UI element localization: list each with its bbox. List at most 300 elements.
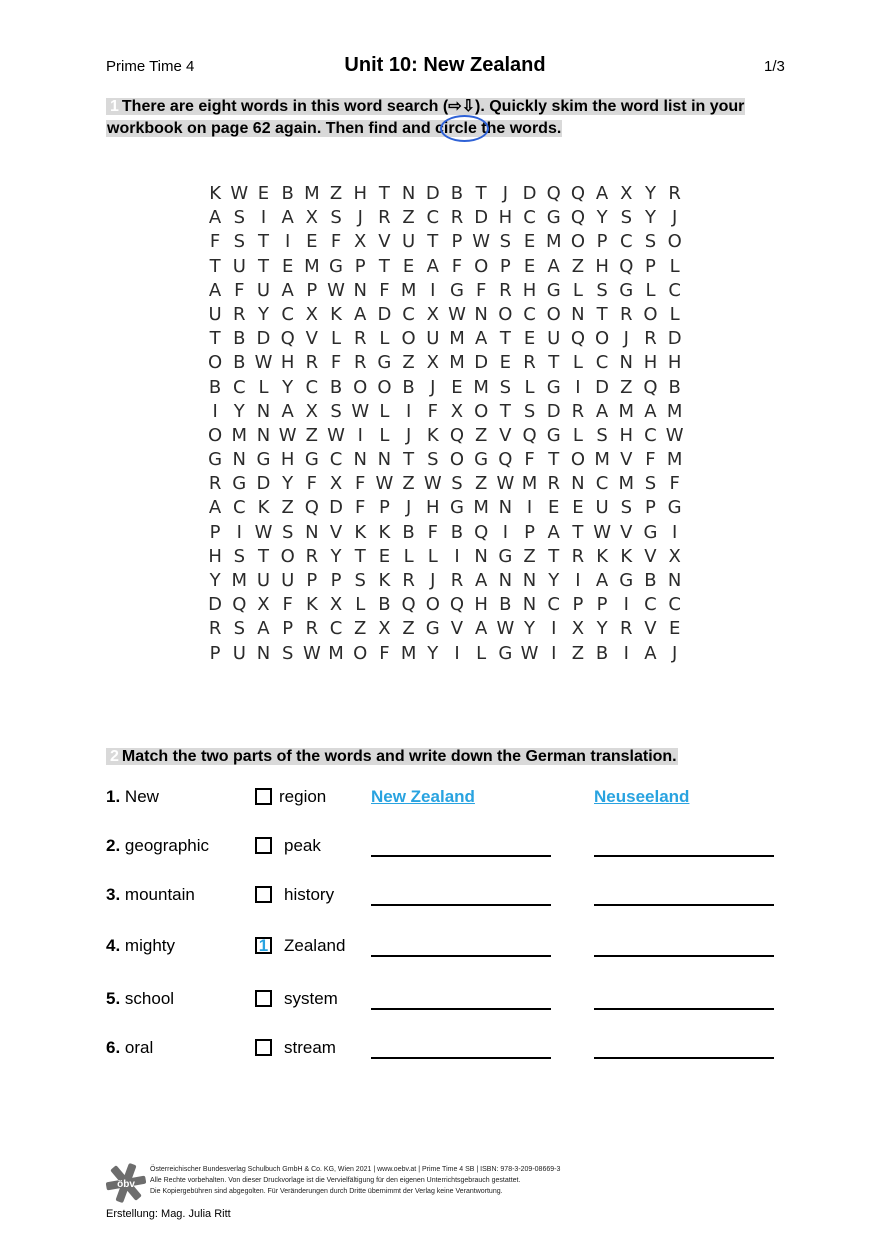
grid-letter[interactable]: T: [378, 183, 390, 204]
grid-letter[interactable]: Z: [402, 618, 415, 640]
grid-letter[interactable]: S: [233, 207, 245, 229]
grid-letter[interactable]: G: [498, 545, 513, 567]
grid-letter[interactable]: E: [523, 255, 536, 277]
grid-letter[interactable]: J: [672, 207, 678, 229]
grid-letter[interactable]: E: [281, 255, 294, 277]
grid-letter[interactable]: X: [329, 473, 343, 495]
grid-letter[interactable]: N: [474, 545, 488, 567]
grid-letter[interactable]: Y: [644, 207, 656, 229]
grid-letter[interactable]: A: [474, 570, 488, 591]
grid-letter[interactable]: C: [329, 618, 343, 640]
grid-letter[interactable]: H: [619, 424, 634, 446]
grid-letter[interactable]: Z: [281, 497, 294, 519]
grid-letter[interactable]: S: [233, 545, 245, 567]
grid-letter[interactable]: F: [355, 497, 366, 519]
grid-letter[interactable]: G: [232, 473, 247, 495]
grid-letter[interactable]: Y: [596, 618, 608, 640]
grid-letter[interactable]: X: [305, 303, 319, 325]
match-checkbox[interactable]: [255, 886, 272, 903]
grid-letter[interactable]: M: [328, 642, 344, 664]
grid-letter[interactable]: I: [623, 594, 629, 616]
grid-letter[interactable]: D: [256, 328, 271, 350]
grid-letter[interactable]: B: [281, 183, 294, 204]
grid-letter[interactable]: F: [306, 473, 318, 495]
grid-letter[interactable]: F: [427, 521, 438, 543]
grid-letter[interactable]: R: [402, 570, 415, 591]
grid-letter[interactable]: E: [499, 352, 512, 374]
grid-letter[interactable]: E: [668, 618, 681, 640]
grid-letter[interactable]: Z: [571, 642, 585, 664]
grid-letter[interactable]: D: [595, 376, 610, 398]
grid-letter[interactable]: B: [329, 376, 343, 398]
word-search-grid[interactable]: [203, 182, 687, 666]
grid-letter[interactable]: F: [355, 473, 366, 495]
grid-letter[interactable]: D: [522, 183, 537, 204]
grid-letter[interactable]: T: [257, 231, 269, 253]
grid-letter[interactable]: T: [596, 303, 608, 325]
grid-letter[interactable]: Y: [644, 183, 656, 204]
grid-letter[interactable]: O: [353, 376, 368, 398]
grid-letter[interactable]: C: [232, 376, 246, 398]
grid-letter[interactable]: L: [572, 352, 583, 374]
grid-letter[interactable]: X: [426, 303, 439, 325]
grid-letter[interactable]: S: [330, 400, 342, 422]
grid-letter[interactable]: M: [666, 400, 683, 422]
grid-letter[interactable]: E: [378, 545, 391, 567]
grid-letter[interactable]: P: [596, 594, 608, 616]
grid-letter[interactable]: P: [645, 497, 656, 519]
grid-letter[interactable]: V: [378, 231, 391, 253]
grid-letter[interactable]: Z: [620, 376, 633, 398]
german-answer-line[interactable]: [594, 955, 774, 957]
grid-letter[interactable]: R: [620, 618, 633, 640]
grid-letter[interactable]: B: [644, 570, 657, 591]
grid-letter[interactable]: L: [379, 424, 390, 446]
grid-letter[interactable]: T: [475, 183, 487, 204]
grid-letter[interactable]: Y: [233, 400, 245, 422]
grid-letter[interactable]: B: [450, 183, 464, 204]
grid-letter[interactable]: W: [496, 618, 515, 640]
grid-letter[interactable]: V: [644, 618, 657, 640]
grid-letter[interactable]: C: [329, 449, 343, 471]
grid-letter[interactable]: M: [400, 642, 417, 664]
grid-letter[interactable]: I: [357, 424, 363, 446]
grid-letter[interactable]: G: [304, 449, 319, 471]
grid-letter[interactable]: G: [425, 618, 440, 640]
grid-letter[interactable]: Q: [232, 594, 247, 616]
grid-letter[interactable]: M: [449, 328, 465, 350]
grid-letter[interactable]: C: [305, 376, 319, 398]
grid-letter[interactable]: T: [548, 449, 560, 471]
grid-letter[interactable]: B: [595, 642, 609, 664]
grid-letter[interactable]: X: [426, 352, 439, 374]
grid-letter[interactable]: I: [454, 545, 460, 567]
grid-letter[interactable]: A: [547, 521, 560, 543]
grid-letter[interactable]: I: [430, 279, 436, 301]
grid-letter[interactable]: U: [256, 570, 271, 591]
grid-letter[interactable]: C: [523, 303, 536, 325]
grid-letter[interactable]: F: [669, 473, 680, 495]
grid-letter[interactable]: F: [475, 279, 487, 301]
grid-letter[interactable]: L: [355, 594, 366, 616]
grid-letter[interactable]: W: [375, 473, 394, 495]
grid-letter[interactable]: L: [524, 376, 535, 398]
grid-letter[interactable]: S: [644, 231, 657, 253]
grid-letter[interactable]: H: [667, 352, 682, 374]
grid-letter[interactable]: I: [551, 642, 557, 664]
grid-letter[interactable]: B: [233, 352, 246, 374]
grid-letter[interactable]: R: [208, 618, 222, 640]
grid-letter[interactable]: O: [498, 303, 513, 325]
german-answer-line[interactable]: [594, 1057, 774, 1059]
english-answer-line[interactable]: [371, 904, 551, 906]
grid-letter[interactable]: K: [305, 594, 318, 616]
grid-letter[interactable]: I: [502, 521, 508, 543]
grid-letter[interactable]: J: [672, 642, 678, 664]
grid-letter[interactable]: R: [571, 545, 585, 567]
grid-letter[interactable]: E: [257, 183, 270, 204]
grid-letter[interactable]: N: [522, 570, 537, 591]
grid-letter[interactable]: U: [426, 328, 440, 350]
grid-letter[interactable]: M: [618, 473, 635, 495]
grid-letter[interactable]: P: [572, 594, 584, 616]
grid-letter[interactable]: F: [427, 400, 438, 422]
grid-letter[interactable]: A: [281, 400, 294, 422]
grid-letter[interactable]: E: [548, 497, 560, 519]
grid-letter[interactable]: P: [306, 279, 318, 301]
grid-letter[interactable]: W: [278, 424, 297, 446]
german-answer-line[interactable]: [594, 904, 774, 906]
grid-letter[interactable]: W: [593, 521, 611, 543]
grid-letter[interactable]: G: [449, 497, 464, 519]
grid-letter[interactable]: U: [281, 570, 295, 591]
grid-letter[interactable]: H: [474, 594, 488, 616]
match-checkbox[interactable]: 1: [255, 937, 272, 954]
grid-letter[interactable]: N: [256, 424, 271, 446]
grid-letter[interactable]: H: [426, 497, 440, 519]
grid-letter[interactable]: W: [448, 303, 466, 325]
grid-letter[interactable]: L: [669, 303, 680, 325]
grid-letter[interactable]: Y: [209, 570, 221, 591]
grid-letter[interactable]: L: [379, 328, 390, 350]
grid-letter[interactable]: R: [571, 400, 585, 422]
grid-letter[interactable]: R: [378, 207, 391, 229]
grid-letter[interactable]: G: [667, 497, 682, 519]
grid-letter[interactable]: Q: [570, 207, 585, 229]
grid-letter[interactable]: F: [330, 231, 342, 253]
grid-letter[interactable]: Q: [619, 255, 634, 277]
grid-letter[interactable]: J: [623, 328, 629, 350]
grid-letter[interactable]: H: [280, 449, 295, 471]
grid-letter[interactable]: Q: [280, 328, 295, 350]
grid-letter[interactable]: M: [666, 449, 683, 471]
grid-letter[interactable]: K: [620, 545, 633, 567]
grid-letter[interactable]: U: [232, 642, 246, 664]
grid-letter[interactable]: O: [595, 328, 610, 350]
grid-letter[interactable]: L: [476, 642, 487, 664]
grid-letter[interactable]: N: [305, 521, 319, 543]
grid-letter[interactable]: G: [498, 642, 513, 664]
grid-letter[interactable]: S: [596, 424, 608, 446]
grid-letter[interactable]: B: [450, 521, 464, 543]
grid-letter[interactable]: S: [620, 497, 632, 519]
grid-letter[interactable]: X: [571, 618, 585, 640]
grid-letter[interactable]: Q: [546, 183, 561, 204]
grid-letter[interactable]: Z: [354, 618, 367, 640]
grid-letter[interactable]: E: [523, 231, 536, 253]
grid-letter[interactable]: T: [572, 521, 584, 543]
grid-letter[interactable]: R: [305, 618, 319, 640]
grid-letter[interactable]: G: [546, 376, 561, 398]
grid-letter[interactable]: P: [499, 255, 511, 277]
grid-letter[interactable]: O: [280, 545, 295, 567]
grid-letter[interactable]: O: [546, 303, 561, 325]
grid-letter[interactable]: F: [451, 255, 463, 277]
grid-letter[interactable]: F: [330, 352, 342, 374]
grid-letter[interactable]: S: [330, 207, 342, 229]
grid-letter[interactable]: Z: [523, 545, 536, 567]
grid-letter[interactable]: R: [208, 473, 222, 495]
grid-letter[interactable]: I: [551, 618, 557, 640]
grid-letter[interactable]: T: [548, 545, 560, 567]
grid-letter[interactable]: R: [305, 545, 319, 567]
grid-letter[interactable]: G: [546, 279, 561, 301]
grid-letter[interactable]: D: [256, 473, 271, 495]
grid-letter[interactable]: T: [354, 545, 366, 567]
grid-letter[interactable]: Y: [282, 473, 294, 495]
grid-letter[interactable]: V: [450, 618, 464, 640]
grid-letter[interactable]: T: [209, 255, 221, 277]
grid-letter[interactable]: T: [548, 352, 560, 374]
grid-letter[interactable]: B: [499, 594, 512, 616]
grid-letter[interactable]: G: [643, 521, 658, 543]
grid-letter[interactable]: O: [474, 255, 489, 277]
grid-letter[interactable]: I: [526, 497, 533, 519]
grid-letter[interactable]: O: [570, 449, 585, 471]
grid-letter[interactable]: J: [405, 424, 412, 446]
grid-letter[interactable]: T: [378, 255, 390, 277]
grid-letter[interactable]: S: [596, 279, 608, 301]
grid-letter[interactable]: D: [474, 352, 489, 374]
english-answer-line[interactable]: [371, 855, 551, 857]
grid-letter[interactable]: Y: [548, 570, 560, 591]
grid-letter[interactable]: R: [523, 352, 536, 374]
grid-letter[interactable]: R: [620, 303, 633, 325]
grid-letter[interactable]: I: [260, 207, 267, 229]
grid-letter[interactable]: D: [208, 594, 223, 616]
grid-letter[interactable]: G: [619, 570, 634, 591]
grid-letter[interactable]: N: [353, 449, 367, 471]
match-checkbox[interactable]: [255, 1039, 272, 1056]
grid-letter[interactable]: Q: [401, 594, 416, 616]
grid-letter[interactable]: K: [330, 303, 342, 325]
grid-letter[interactable]: H: [595, 255, 609, 277]
grid-letter[interactable]: C: [644, 594, 657, 616]
grid-letter[interactable]: W: [302, 642, 321, 664]
grid-letter[interactable]: C: [426, 207, 440, 229]
grid-letter[interactable]: X: [329, 594, 343, 616]
grid-letter[interactable]: Y: [427, 642, 439, 664]
grid-letter[interactable]: L: [427, 545, 438, 567]
grid-letter[interactable]: H: [522, 279, 537, 301]
grid-letter[interactable]: V: [499, 424, 512, 446]
grid-letter[interactable]: M: [304, 255, 320, 277]
grid-letter[interactable]: P: [282, 618, 294, 640]
grid-letter[interactable]: Z: [305, 424, 319, 446]
grid-letter[interactable]: Z: [571, 255, 585, 277]
grid-letter[interactable]: F: [645, 449, 656, 471]
grid-letter[interactable]: Q: [474, 521, 489, 543]
grid-letter[interactable]: R: [353, 328, 367, 350]
grid-letter[interactable]: J: [405, 497, 412, 519]
grid-letter[interactable]: N: [498, 497, 513, 519]
grid-letter[interactable]: K: [596, 545, 608, 567]
grid-letter[interactable]: X: [305, 207, 319, 229]
grid-letter[interactable]: M: [618, 400, 635, 422]
grid-letter[interactable]: R: [499, 279, 512, 301]
german-answer[interactable]: Neuseeland: [594, 787, 690, 806]
grid-letter[interactable]: N: [256, 400, 271, 422]
grid-letter[interactable]: O: [449, 449, 465, 471]
grid-letter[interactable]: X: [354, 231, 367, 253]
grid-letter[interactable]: S: [499, 231, 512, 253]
grid-letter[interactable]: S: [427, 449, 439, 471]
grid-letter[interactable]: W: [327, 424, 345, 446]
grid-letter[interactable]: U: [256, 279, 271, 301]
grid-letter[interactable]: A: [595, 570, 609, 591]
grid-letter[interactable]: R: [547, 473, 560, 495]
grid-letter[interactable]: H: [643, 352, 658, 374]
grid-letter[interactable]: Z: [329, 183, 343, 204]
grid-letter[interactable]: K: [426, 424, 439, 446]
grid-letter[interactable]: G: [449, 279, 464, 301]
grid-letter[interactable]: I: [405, 400, 412, 422]
grid-letter[interactable]: R: [450, 570, 464, 591]
grid-letter[interactable]: F: [209, 231, 221, 253]
grid-letter[interactable]: E: [572, 497, 584, 519]
grid-letter[interactable]: R: [644, 328, 657, 350]
grid-letter[interactable]: S: [233, 231, 245, 253]
grid-letter[interactable]: T: [257, 255, 269, 277]
grid-letter[interactable]: L: [403, 545, 414, 567]
grid-letter[interactable]: Q: [498, 449, 513, 471]
grid-letter[interactable]: Q: [643, 376, 658, 398]
grid-letter[interactable]: W: [520, 642, 539, 664]
grid-letter[interactable]: B: [668, 376, 681, 398]
grid-letter[interactable]: M: [473, 376, 489, 398]
grid-letter[interactable]: N: [619, 352, 634, 374]
grid-letter[interactable]: O: [401, 328, 416, 350]
grid-letter[interactable]: O: [667, 231, 682, 253]
grid-letter[interactable]: N: [401, 183, 416, 204]
grid-letter[interactable]: D: [474, 207, 489, 229]
match-checkbox[interactable]: [255, 837, 272, 854]
grid-letter[interactable]: H: [208, 545, 222, 567]
grid-letter[interactable]: S: [354, 570, 366, 591]
grid-letter[interactable]: A: [474, 328, 488, 350]
grid-letter[interactable]: Y: [524, 618, 536, 640]
grid-letter[interactable]: K: [354, 521, 367, 543]
grid-letter[interactable]: Q: [449, 594, 465, 616]
grid-letter[interactable]: N: [571, 473, 585, 495]
grid-letter[interactable]: D: [377, 303, 392, 325]
grid-letter[interactable]: O: [208, 352, 223, 374]
grid-letter[interactable]: J: [430, 570, 436, 591]
grid-letter[interactable]: C: [668, 594, 681, 616]
grid-letter[interactable]: O: [425, 594, 440, 616]
grid-letter[interactable]: G: [256, 449, 271, 471]
grid-letter[interactable]: L: [258, 376, 269, 398]
grid-letter[interactable]: P: [209, 642, 221, 664]
grid-letter[interactable]: W: [496, 473, 515, 495]
grid-letter[interactable]: W: [423, 473, 442, 495]
grid-letter[interactable]: E: [523, 328, 536, 350]
grid-letter[interactable]: W: [327, 279, 345, 301]
grid-letter[interactable]: B: [402, 521, 415, 543]
match-checkbox[interactable]: [255, 990, 272, 1007]
grid-letter[interactable]: C: [547, 594, 560, 616]
german-answer-line[interactable]: [594, 855, 774, 857]
grid-letter[interactable]: P: [354, 255, 366, 277]
grid-letter[interactable]: O: [570, 231, 585, 253]
grid-letter[interactable]: R: [353, 352, 367, 374]
grid-letter[interactable]: B: [402, 376, 415, 398]
grid-letter[interactable]: K: [378, 521, 391, 543]
grid-letter[interactable]: M: [231, 424, 248, 446]
grid-letter[interactable]: W: [254, 352, 273, 374]
grid-letter[interactable]: F: [524, 449, 535, 471]
grid-letter[interactable]: W: [665, 424, 684, 446]
grid-letter[interactable]: R: [305, 352, 319, 374]
grid-letter[interactable]: H: [353, 183, 367, 204]
grid-letter[interactable]: G: [377, 352, 392, 374]
grid-letter[interactable]: Y: [596, 207, 608, 229]
grid-letter[interactable]: U: [232, 255, 246, 277]
grid-letter[interactable]: A: [426, 255, 439, 277]
grid-letter[interactable]: X: [668, 545, 681, 567]
grid-letter[interactable]: G: [546, 424, 561, 446]
grid-letter[interactable]: U: [595, 497, 609, 519]
grid-letter[interactable]: G: [329, 255, 343, 277]
grid-letter[interactable]: A: [257, 618, 270, 640]
grid-letter[interactable]: C: [281, 303, 294, 325]
grid-letter[interactable]: V: [305, 328, 318, 350]
grid-letter[interactable]: M: [545, 231, 562, 253]
grid-letter[interactable]: V: [620, 449, 633, 471]
grid-letter[interactable]: N: [667, 570, 682, 591]
grid-letter[interactable]: O: [377, 376, 392, 398]
grid-letter[interactable]: W: [351, 400, 370, 422]
grid-letter[interactable]: X: [450, 400, 464, 422]
grid-letter[interactable]: Z: [474, 473, 488, 495]
grid-letter[interactable]: T: [403, 449, 415, 471]
grid-letter[interactable]: V: [329, 521, 343, 543]
grid-letter[interactable]: W: [254, 521, 273, 543]
grid-letter[interactable]: J: [430, 376, 436, 398]
grid-letter[interactable]: X: [620, 183, 633, 204]
english-answer-line[interactable]: [371, 1057, 551, 1059]
grid-letter[interactable]: A: [354, 303, 367, 325]
grid-letter[interactable]: M: [449, 352, 465, 374]
grid-letter[interactable]: R: [668, 183, 681, 204]
grid-letter[interactable]: S: [644, 473, 657, 495]
grid-letter[interactable]: J: [502, 183, 508, 204]
grid-letter[interactable]: H: [498, 207, 513, 229]
grid-letter[interactable]: Y: [282, 376, 294, 398]
grid-letter[interactable]: Q: [522, 424, 537, 446]
grid-letter[interactable]: L: [379, 400, 390, 422]
grid-letter[interactable]: L: [645, 279, 656, 301]
